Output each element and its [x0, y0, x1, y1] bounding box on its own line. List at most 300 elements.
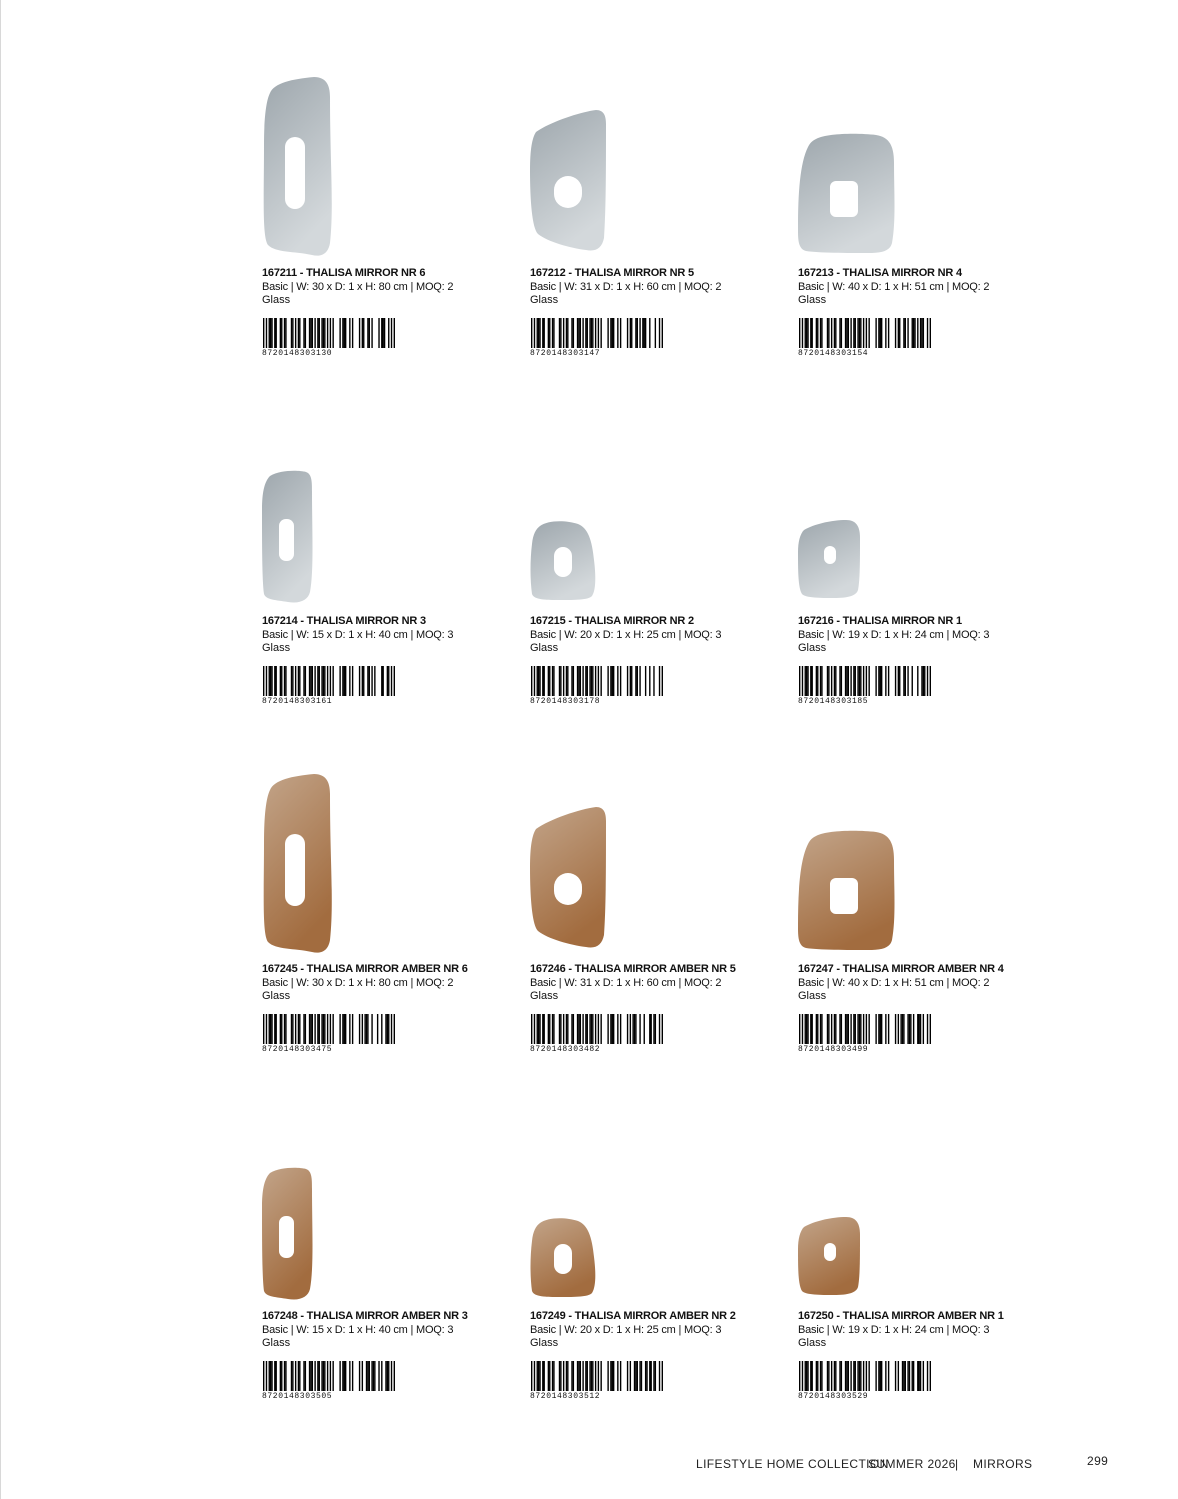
product-title: 167215 - THALISA MIRROR NR 2 — [530, 615, 694, 627]
barcode-bar — [839, 1361, 840, 1391]
barcode-bar — [827, 318, 828, 348]
barcode-bar — [577, 1361, 578, 1391]
barcode-bar — [907, 1014, 908, 1044]
mirror-image — [530, 807, 610, 952]
barcode-bar — [281, 666, 282, 696]
barcode-bar — [330, 318, 331, 348]
barcode-bar — [266, 318, 267, 348]
barcode-number: 8720148303178 — [530, 697, 601, 706]
barcode-number: 8720148303161 — [262, 697, 333, 706]
barcode-bar — [839, 1014, 840, 1044]
barcode-bar — [631, 666, 632, 696]
barcode-bar — [612, 318, 613, 348]
barcode-bar — [866, 1014, 867, 1044]
barcode-bar — [592, 318, 593, 348]
barcode-bar — [899, 666, 900, 696]
barcode-bar — [881, 318, 882, 348]
barcode-bar — [610, 1361, 611, 1391]
barcode-bar — [880, 666, 881, 696]
product-material: Glass — [530, 1337, 559, 1349]
barcode-bar — [295, 1361, 296, 1391]
footer-separator: | — [955, 1457, 959, 1471]
barcode-bar — [612, 666, 613, 696]
barcode-bar — [263, 666, 264, 696]
barcode-bar — [345, 318, 346, 348]
barcode-bar — [878, 1014, 879, 1044]
barcode-bar — [659, 666, 660, 696]
barcode-bar — [567, 1361, 568, 1391]
barcode-bar — [363, 666, 364, 696]
barcode-bar — [266, 666, 267, 696]
barcode-bar — [846, 1361, 847, 1391]
barcode-bar — [269, 666, 270, 696]
barcode-bar — [810, 1361, 811, 1391]
barcode-bar — [382, 318, 383, 348]
barcode — [531, 1361, 663, 1391]
barcode-bar — [637, 666, 638, 696]
barcode-bar — [548, 1361, 549, 1391]
product-material: Glass — [262, 1337, 291, 1349]
barcode-bar — [587, 1361, 588, 1391]
barcode-bar — [281, 1361, 282, 1391]
barcode-bar — [271, 1014, 272, 1044]
barcode-bar — [349, 666, 350, 696]
product-title: 167247 - THALISA MIRROR AMBER NR 4 — [798, 963, 1004, 975]
barcode-bar — [810, 1014, 811, 1044]
barcode-bar — [816, 318, 817, 348]
barcode-bar — [863, 666, 864, 696]
product-material: Glass — [530, 990, 559, 1002]
barcode-bar — [291, 1014, 292, 1044]
barcode-bar — [662, 1014, 663, 1044]
barcode-bar — [920, 1014, 921, 1044]
barcode-bar — [637, 318, 638, 348]
barcode-bar — [560, 318, 561, 348]
barcode-bar — [805, 1014, 806, 1044]
barcode-bar — [559, 318, 560, 348]
barcode-bar — [553, 1361, 554, 1391]
barcode-bar — [280, 318, 281, 348]
barcode-bar — [573, 1014, 574, 1044]
barcode-bar — [898, 1014, 899, 1044]
barcode-bar — [291, 318, 292, 348]
barcode-bar — [807, 1014, 808, 1044]
barcode-bar — [855, 1014, 856, 1044]
barcode-bar — [317, 1014, 318, 1044]
barcode-bar — [295, 318, 296, 348]
barcode-bar — [391, 666, 392, 696]
barcode-bar — [548, 666, 549, 696]
barcode-bar — [806, 1361, 807, 1391]
barcode-bar — [349, 1361, 350, 1391]
barcode-bar — [394, 666, 395, 696]
barcode-bar — [531, 1014, 532, 1044]
barcode-bar — [332, 1014, 333, 1044]
barcode-bar — [817, 666, 818, 696]
barcode-bar — [378, 318, 379, 348]
barcode-bar — [324, 318, 325, 348]
barcode-bar — [845, 318, 846, 348]
barcode-bar — [930, 666, 931, 696]
barcode-bar — [598, 318, 599, 348]
barcode-bar — [538, 1361, 539, 1391]
mirror-cutout — [554, 547, 572, 577]
barcode-bar — [299, 1361, 300, 1391]
mirror-cutout — [285, 834, 305, 906]
barcode-bar — [344, 1361, 345, 1391]
barcode-bar — [371, 1014, 372, 1044]
product-title: 167216 - THALISA MIRROR NR 1 — [798, 615, 962, 627]
barcode-bar — [330, 1014, 331, 1044]
barcode-bar — [620, 318, 621, 348]
product-spec: Basic | W: 40 x D: 1 x H: 51 cm | MOQ: 2 — [798, 977, 990, 989]
barcode-bar — [806, 318, 807, 348]
barcode-bar — [591, 666, 592, 696]
barcode-bar — [291, 666, 292, 696]
barcode-bar — [635, 1014, 636, 1044]
barcode-bar — [630, 1361, 631, 1391]
barcode-bar — [589, 1014, 590, 1044]
barcode-bar — [600, 666, 601, 696]
barcode-bar — [841, 318, 842, 348]
barcode-bar — [812, 666, 813, 696]
barcode-bar — [281, 318, 282, 348]
barcode-bar — [271, 666, 272, 696]
barcode-bar — [855, 1361, 856, 1391]
barcode-bar — [553, 1014, 554, 1044]
barcode-bar — [312, 1014, 313, 1044]
barcode — [799, 1014, 931, 1044]
product-card — [262, 767, 502, 957]
barcode-bar — [885, 318, 886, 348]
barcode-bar — [895, 318, 896, 348]
barcode-bar — [553, 318, 554, 348]
barcode-bar — [580, 666, 581, 696]
barcode-bar — [352, 1361, 353, 1391]
product-spec: Basic | W: 19 x D: 1 x H: 24 cm | MOQ: 3 — [798, 629, 990, 641]
barcode-bar — [387, 666, 388, 696]
barcode-bar — [655, 1361, 656, 1391]
barcode-bar — [898, 666, 899, 696]
product-material: Glass — [262, 990, 291, 1002]
barcode-bar — [607, 1361, 608, 1391]
barcode-bar — [812, 1361, 813, 1391]
barcode-bar — [903, 318, 904, 348]
barcode-bar — [845, 666, 846, 696]
product-title: 167245 - THALISA MIRROR AMBER NR 6 — [262, 963, 468, 975]
barcode-bar — [544, 1014, 545, 1044]
barcode-bar — [281, 1014, 282, 1044]
barcode-bar — [799, 1014, 800, 1044]
barcode-bar — [332, 318, 333, 348]
product-card — [530, 70, 770, 260]
barcode-bar — [563, 1014, 564, 1044]
product-title: 167214 - THALISA MIRROR NR 3 — [262, 615, 426, 627]
barcode-bar — [835, 1361, 836, 1391]
barcode-bar — [573, 666, 574, 696]
barcode-bar — [309, 666, 310, 696]
barcode-bar — [305, 1361, 306, 1391]
barcode-bar — [388, 1014, 389, 1044]
barcode-bar — [600, 1014, 601, 1044]
barcode-bar — [863, 318, 864, 348]
barcode-bar — [841, 666, 842, 696]
product-spec: Basic | W: 31 x D: 1 x H: 60 cm | MOQ: 2 — [530, 977, 722, 989]
barcode-bar — [927, 666, 928, 696]
barcode-bar — [344, 318, 345, 348]
barcode-bar — [821, 1014, 822, 1044]
barcode-bar — [921, 318, 922, 348]
barcode-bar — [868, 666, 869, 696]
barcode-bar — [802, 1361, 803, 1391]
barcode-bar — [875, 666, 876, 696]
barcode-bar — [324, 666, 325, 696]
barcode-bar — [866, 666, 867, 696]
barcode-bar — [378, 1361, 379, 1391]
barcode-number: 8720148303147 — [530, 349, 601, 358]
barcode-bar — [560, 666, 561, 696]
barcode-bar — [292, 666, 293, 696]
product-card — [530, 767, 770, 957]
barcode-bar — [805, 318, 806, 348]
barcode-bar — [834, 666, 835, 696]
barcode-bar — [857, 1014, 858, 1044]
barcode-bar — [548, 1014, 549, 1044]
barcode-bar — [639, 1361, 640, 1391]
barcode-bar — [280, 1014, 281, 1044]
barcode-bar — [366, 1014, 367, 1044]
barcode-bar — [312, 318, 313, 348]
barcode-bar — [907, 318, 908, 348]
barcode-bar — [537, 1014, 538, 1044]
barcode-bar — [613, 1361, 614, 1391]
barcode-bar — [632, 1014, 633, 1044]
barcode-bar — [649, 318, 650, 348]
barcode-number: 8720148303505 — [262, 1392, 333, 1401]
barcode-bar — [362, 1361, 363, 1391]
barcode-bar — [817, 1014, 818, 1044]
barcode-bar — [617, 318, 618, 348]
barcode-bar — [285, 1361, 286, 1391]
barcode-bar — [921, 666, 922, 696]
barcode-bar — [821, 666, 822, 696]
barcode-bar — [344, 666, 345, 696]
barcode-bar — [314, 1014, 315, 1044]
barcode-bar — [620, 1361, 621, 1391]
barcode-bar — [305, 318, 306, 348]
product-card — [262, 70, 502, 260]
barcode-bar — [620, 1014, 621, 1044]
barcode-bar — [853, 1014, 854, 1044]
barcode-bar — [631, 318, 632, 348]
barcode-bar — [538, 318, 539, 348]
product-title: 167213 - THALISA MIRROR NR 4 — [798, 267, 962, 279]
barcode-bar — [859, 318, 860, 348]
barcode-bar — [917, 1014, 918, 1044]
product-material: Glass — [798, 990, 827, 1002]
mirror-cutout — [830, 181, 858, 217]
barcode-bar — [367, 1014, 368, 1044]
barcode-bar — [820, 666, 821, 696]
barcode-bar — [324, 1361, 325, 1391]
barcode-bar — [845, 1361, 846, 1391]
barcode-bar — [860, 1361, 861, 1391]
barcode-bar — [345, 1014, 346, 1044]
barcode-bar — [799, 666, 800, 696]
barcode-bar — [639, 1014, 640, 1044]
barcode-bar — [662, 666, 663, 696]
barcode-bar — [646, 1361, 647, 1391]
barcode-bar — [898, 1361, 899, 1391]
barcode-bar — [298, 666, 299, 696]
barcode-bar — [309, 1361, 310, 1391]
barcode-bar — [542, 1014, 543, 1044]
barcode-bar — [542, 1361, 543, 1391]
page-number: 299 — [1087, 1454, 1109, 1468]
barcode-bar — [352, 666, 353, 696]
barcode-bar — [271, 318, 272, 348]
mirror-image — [262, 772, 342, 957]
barcode-bar — [339, 666, 340, 696]
barcode-bar — [381, 1014, 382, 1044]
barcode-bar — [580, 318, 581, 348]
barcode-bar — [577, 666, 578, 696]
barcode-bar — [653, 1014, 654, 1044]
barcode-bar — [846, 1014, 847, 1044]
barcode-bar — [344, 1014, 345, 1044]
barcode — [263, 1014, 395, 1044]
barcode-bar — [903, 666, 904, 696]
barcode-bar — [927, 1014, 928, 1044]
barcode-bar — [559, 1361, 560, 1391]
mirror-image — [262, 75, 342, 260]
barcode-bar — [345, 1361, 346, 1391]
barcode-bar — [549, 1361, 550, 1391]
barcode-bar — [377, 1014, 378, 1044]
page-edge-rule — [0, 0, 1, 1499]
barcode-bar — [881, 1014, 882, 1044]
barcode-bar — [542, 318, 543, 348]
barcode-bar — [881, 666, 882, 696]
barcode-bar — [644, 1014, 645, 1044]
barcode-bar — [850, 1014, 851, 1044]
barcode-bar — [875, 1361, 876, 1391]
barcode-bar — [875, 1014, 876, 1044]
barcode-bar — [917, 1361, 918, 1391]
barcode-bar — [835, 666, 836, 696]
barcode-bar — [827, 1014, 828, 1044]
product-title: 167211 - THALISA MIRROR NR 6 — [262, 267, 426, 279]
barcode-bar — [391, 1361, 392, 1391]
barcode-bar — [382, 666, 383, 696]
mirror-image — [530, 520, 600, 605]
barcode-bar — [930, 1361, 931, 1391]
barcode-number: 8720148303499 — [798, 1045, 869, 1054]
barcode-bar — [918, 1014, 919, 1044]
product-material: Glass — [798, 294, 827, 306]
barcode-bar — [913, 1361, 914, 1391]
barcode-bar — [600, 1361, 601, 1391]
footer-season: SUMMER 2026 — [868, 1457, 956, 1471]
barcode-bar — [895, 1361, 896, 1391]
barcode-bar — [571, 318, 572, 348]
barcode-bar — [805, 1361, 806, 1391]
barcode-bar — [582, 318, 583, 348]
barcode-bar — [319, 1361, 320, 1391]
barcode-bar — [841, 1014, 842, 1044]
barcode-bar — [359, 666, 360, 696]
barcode-bar — [580, 1361, 581, 1391]
barcode-bar — [391, 318, 392, 348]
barcode-bar — [863, 1014, 864, 1044]
barcode-bar — [367, 318, 368, 348]
barcode-bar — [352, 1014, 353, 1044]
barcode-bar — [291, 1361, 292, 1391]
barcode-bar — [317, 1361, 318, 1391]
barcode-bar — [831, 666, 832, 696]
barcode-bar — [305, 666, 306, 696]
barcode-bar — [821, 1361, 822, 1391]
barcode-bar — [630, 318, 631, 348]
barcode-bar — [917, 666, 918, 696]
product-spec: Basic | W: 30 x D: 1 x H: 80 cm | MOQ: 2 — [262, 281, 454, 293]
mirror-image — [798, 1217, 868, 1302]
barcode-bar — [388, 666, 389, 696]
barcode-bar — [538, 666, 539, 696]
barcode-bar — [587, 666, 588, 696]
barcode-bar — [923, 1361, 924, 1391]
barcode-bar — [917, 318, 918, 348]
barcode-bar — [585, 1014, 586, 1044]
barcode-bar — [848, 1361, 849, 1391]
barcode-bar — [303, 666, 304, 696]
barcode-bar — [363, 318, 364, 348]
barcode-bar — [645, 318, 646, 348]
barcode-bar — [880, 318, 881, 348]
barcode-bar — [381, 318, 382, 348]
barcode-bar — [859, 1361, 860, 1391]
barcode-bar — [859, 1014, 860, 1044]
barcode-bar — [269, 318, 270, 348]
barcode-bar — [635, 1361, 636, 1391]
barcode-bar — [295, 666, 296, 696]
barcode-bar — [930, 318, 931, 348]
barcode-bar — [566, 1014, 567, 1044]
barcode-bar — [905, 666, 906, 696]
barcode-bar — [868, 1361, 869, 1391]
barcode-bar — [270, 1361, 271, 1391]
barcode-bar — [848, 666, 849, 696]
barcode-bar — [578, 1014, 579, 1044]
barcode-bar — [391, 1014, 392, 1044]
barcode-bar — [878, 666, 879, 696]
barcode-bar — [857, 318, 858, 348]
barcode-bar — [362, 318, 363, 348]
barcode-bar — [323, 1361, 324, 1391]
barcode-number: 8720148303185 — [798, 697, 869, 706]
barcode-bar — [650, 1014, 651, 1044]
barcode-bar — [578, 318, 579, 348]
product-material: Glass — [530, 642, 559, 654]
barcode-bar — [560, 1361, 561, 1391]
barcode-bar — [544, 666, 545, 696]
barcode-bar — [582, 666, 583, 696]
barcode-bar — [635, 666, 636, 696]
barcode-bar — [537, 318, 538, 348]
mirror-cutout — [285, 137, 305, 209]
barcode-bar — [314, 666, 315, 696]
barcode-bar — [549, 1014, 550, 1044]
